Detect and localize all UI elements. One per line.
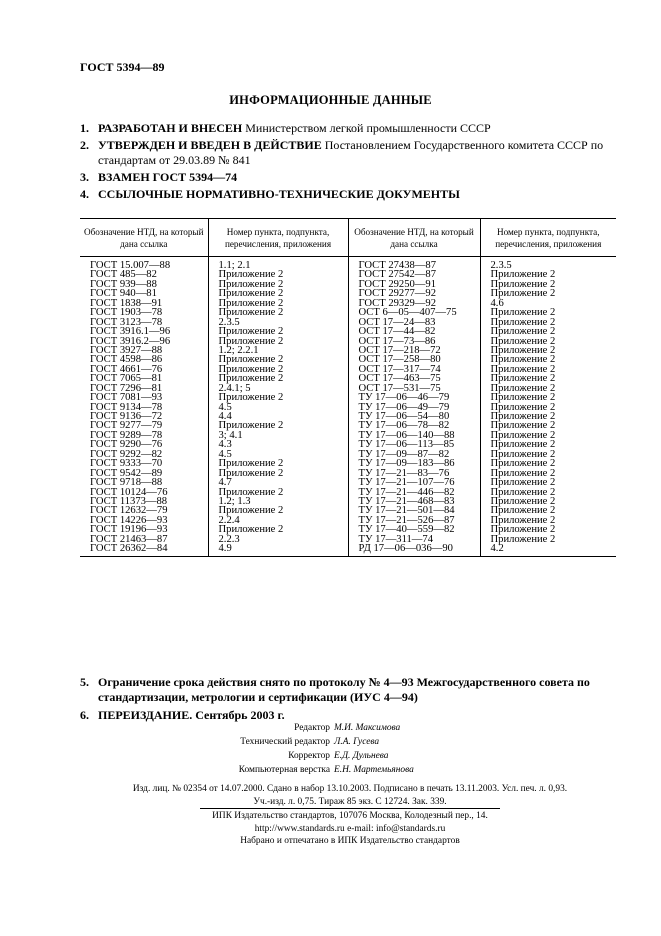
- left-docs-column: [80, 257, 208, 557]
- info-item-6: [80, 708, 616, 723]
- credit-role: Редактор: [294, 723, 330, 733]
- right-ref-cell: Приложение 2: [490, 420, 556, 432]
- left-ref-cell: Приложение 2: [218, 524, 284, 536]
- references-table: [80, 218, 616, 557]
- right-ref-cell: Приложение 2: [490, 401, 556, 413]
- left-doc-cell: ГОСТ 9136—72: [90, 411, 163, 422]
- publication-line: Изд. лиц. № 02354 от 14.07.2000. Сдано в набор 13.10.2003. Подписано в печать 13.11.2003. Усл. печ. л. 0,93.: [132, 784, 568, 794]
- left-doc-cell: ГОСТ 485—82: [90, 269, 157, 281]
- credit-role: Корректор: [288, 751, 330, 761]
- left-ref-cell: Приложение 2: [218, 420, 284, 432]
- left-ref-cell: 3; 4.1: [218, 429, 243, 441]
- left-ref-cell: 4.4: [218, 411, 232, 422]
- header-ref-right: Номер пункта, подпункта, перечисления, приложения: [480, 219, 616, 257]
- right-ref-cell: Приложение 2: [490, 514, 556, 526]
- left-ref-cell: Приложение 2: [218, 297, 284, 309]
- item-text: Постановлением Государственного комитета СССР по стандартам от 29.03.89 № 841: [98, 138, 604, 167]
- left-ref-cell: Приложение 2: [218, 278, 284, 290]
- right-ref-cell: Приложение 2: [490, 326, 556, 338]
- right-ref-cell: Приложение 2: [490, 505, 556, 517]
- left-doc-cell: ГОСТ 1903—78: [90, 307, 163, 319]
- item-number: 1.: [80, 121, 89, 135]
- right-doc-cell: ГОСТ 29250—91: [358, 278, 436, 290]
- header-ref-left: Номер пункта, подпункта, перечисления, приложения: [208, 219, 348, 257]
- left-ref-cell: 2.4.1; 5: [218, 382, 251, 394]
- right-ref-cell: Приложение 2: [490, 354, 556, 366]
- right-doc-cell: ОСТ 17—531—75: [358, 382, 441, 394]
- left-doc-cell: ГОСТ 9542—89: [90, 467, 163, 479]
- left-ref-cell: 1.1; 2.1: [218, 260, 251, 271]
- info-item-3: [80, 170, 616, 185]
- credit-name: Л.А. Гусева: [334, 737, 380, 747]
- item-bold-text: ССЫЛОЧНЫЕ НОРМАТИВНО-ТЕХНИЧЕСКИЕ ДОКУМЕНТЫ: [98, 187, 460, 201]
- left-ref-cell: 4.7: [218, 477, 232, 489]
- table-body-row: [80, 257, 616, 557]
- right-doc-cell: ТУ 17—21—501—84: [358, 505, 455, 517]
- left-doc-cell: ГОСТ 9718—88: [90, 477, 163, 489]
- left-ref-cell: 4.5: [218, 401, 232, 413]
- left-doc-cell: ГОСТ 3123—78: [90, 316, 163, 328]
- right-doc-cell: ТУ 17—06—140—88: [358, 429, 455, 441]
- info-item-1: [80, 121, 616, 136]
- right-doc-cell: ТУ 17—21—526—87: [358, 514, 455, 526]
- left-ref-cell: Приложение 2: [218, 307, 284, 319]
- left-doc-cell: ГОСТ 4598—86: [90, 354, 163, 366]
- left-doc-cell: ГОСТ 14226—93: [90, 514, 168, 526]
- item-number: 6.: [80, 708, 89, 722]
- left-doc-cell: ГОСТ 7065—81: [90, 373, 163, 385]
- divider: [200, 808, 500, 809]
- right-ref-cell: Приложение 2: [490, 278, 556, 290]
- left-ref-cell: Приложение 2: [218, 458, 284, 470]
- right-doc-cell: ТУ 17—40—559—82: [358, 524, 455, 536]
- left-ref-cell: 2.3.5: [218, 316, 240, 328]
- right-ref-cell: Приложение 2: [490, 524, 556, 536]
- info-item-5: [80, 675, 616, 705]
- right-ref-cell: Приложение 2: [490, 316, 556, 328]
- right-ref-cell: Приложение 2: [490, 382, 556, 394]
- right-ref-cell: Приложение 2: [490, 533, 556, 545]
- publication-info: [80, 783, 620, 809]
- item-bold-text: ВЗАМЕН ГОСТ 5394—74: [98, 170, 238, 184]
- right-doc-cell: ОСТ 17—218—72: [358, 344, 441, 356]
- left-ref-cell: Приложение 2: [218, 467, 284, 479]
- right-doc-cell: ОСТ 6—05—407—75: [358, 307, 457, 319]
- left-ref-cell: 2.2.3: [218, 533, 240, 545]
- right-doc-cell: ГОСТ 27438—87: [358, 260, 436, 271]
- left-doc-cell: ГОСТ 9290—76: [90, 439, 163, 451]
- right-doc-cell: ОСТ 17—24—83: [358, 316, 436, 328]
- right-ref-cell: Приложение 2: [490, 477, 556, 489]
- left-ref-cell: 4.9: [218, 543, 232, 555]
- right-ref-cell: 4.6: [490, 297, 504, 309]
- right-ref-cell: Приложение 2: [490, 429, 556, 441]
- left-doc-cell: ГОСТ 9134—78: [90, 401, 163, 413]
- right-ref-cell: Приложение 2: [490, 495, 556, 507]
- right-doc-cell: ТУ 17—06—54—80: [358, 411, 450, 422]
- right-doc-cell: ТУ 17—09—87—82: [358, 448, 450, 460]
- left-doc-cell: ГОСТ 939—88: [90, 278, 157, 290]
- left-doc-cell: ГОСТ 7081—93: [90, 392, 163, 404]
- left-doc-cell: ГОСТ 3916.1—96: [90, 326, 171, 338]
- item-number: 2.: [80, 138, 89, 152]
- right-ref-cell: 4.2: [490, 543, 504, 555]
- left-ref-cell: 2.2.4: [218, 514, 240, 526]
- header-doc-right: Обозначение НТД, на который дана ссылка: [348, 219, 480, 257]
- right-doc-cell: ТУ 17—06—49—79: [358, 401, 450, 413]
- credit-name: М.И. Максимова: [334, 723, 401, 733]
- item-bold-text: ПЕРЕИЗДАНИЕ. Сентябрь 2003 г.: [98, 708, 285, 722]
- right-ref-cell: Приложение 2: [490, 373, 556, 385]
- left-ref-cell: Приложение 2: [218, 505, 284, 517]
- left-ref-cell: Приложение 2: [218, 326, 284, 338]
- credit-role: Технический редактор: [240, 737, 330, 747]
- right-ref-cell: Приложение 2: [490, 269, 556, 281]
- credit-role: Компьютерная верстка: [238, 765, 330, 775]
- left-doc-cell: ГОСТ 940—81: [90, 288, 157, 300]
- right-doc-cell: ГОСТ 29329—92: [358, 297, 436, 309]
- header-doc-left: Обозначение НТД, на который дана ссылка: [80, 219, 208, 257]
- item-bold-text: РАЗРАБОТАН И ВНЕСЕН: [98, 121, 243, 135]
- section-title: ИНФОРМАЦИОННЫЕ ДАННЫЕ: [229, 93, 432, 107]
- credit-name: Е.Д. Дульнева: [334, 751, 389, 761]
- left-ref-cell: Приложение 2: [218, 335, 284, 347]
- left-doc-cell: ГОСТ 3916.2—96: [90, 335, 171, 347]
- publisher-line: Набрано и отпечатано в ИПК Издательство стандартов: [240, 836, 460, 846]
- right-doc-cell: ОСТ 17—258—80: [358, 354, 441, 366]
- standard-code: ГОСТ 5394—89: [80, 60, 165, 74]
- right-ref-cell: Приложение 2: [490, 344, 556, 356]
- right-ref-cell: Приложение 2: [490, 448, 556, 460]
- left-doc-cell: ГОСТ 4661—76: [90, 363, 163, 375]
- credit-name: Е.Н. Мартемьянова: [334, 765, 414, 775]
- right-ref-cell: Приложение 2: [490, 392, 556, 404]
- right-doc-cell: ОСТ 17—73—86: [358, 335, 436, 347]
- right-ref-cell: Приложение 2: [490, 363, 556, 375]
- left-doc-cell: ГОСТ 26362—84: [90, 543, 168, 555]
- item-number: 5.: [80, 675, 89, 689]
- right-doc-cell: ТУ 17—21—107—76: [358, 477, 455, 489]
- right-doc-cell: ГОСТ 29277—92: [358, 288, 436, 300]
- left-ref-cell: Приложение 2: [218, 354, 284, 366]
- item-number: 3.: [80, 170, 89, 184]
- table-header-row: [80, 219, 616, 257]
- item-bold-text: Ограничение срока действия снято по протоколу № 4—93 Межгосударственного совета по стандартизации, метрологии и сертификации (ИУС 4—94): [98, 675, 590, 704]
- publisher-line: ИПК Издательство стандартов, 107076 Москва, Колодезный пер., 14.: [212, 811, 488, 821]
- left-ref-cell: 1.2; 1.3: [218, 495, 251, 507]
- publisher-line: http://www.standards.ru e-mail: info@standards.ru: [254, 823, 446, 834]
- right-doc-cell: ОСТ 17—44—82: [358, 326, 436, 338]
- right-doc-cell: ТУ 17—06—113—85: [358, 439, 455, 451]
- left-ref-cell: 4.5: [218, 448, 232, 460]
- right-ref-cell: Приложение 2: [490, 486, 556, 498]
- right-doc-cell: ОСТ 17—317—74: [358, 363, 441, 375]
- right-doc-cell: ТУ 17—06—78—82: [358, 420, 450, 432]
- right-doc-cell: ГОСТ 27542—87: [358, 269, 436, 281]
- left-doc-cell: ГОСТ 9292—82: [90, 448, 163, 460]
- item-number: 4.: [80, 187, 89, 201]
- right-refs-column: [480, 257, 616, 557]
- info-item-2: [80, 138, 616, 168]
- right-ref-cell: Приложение 2: [490, 288, 556, 300]
- left-doc-cell: ГОСТ 21463—87: [90, 533, 168, 545]
- info-item-4: [80, 187, 616, 202]
- left-ref-cell: Приложение 2: [218, 373, 284, 385]
- left-doc-cell: ГОСТ 12632—79: [90, 505, 168, 517]
- left-ref-cell: Приложение 2: [218, 363, 284, 375]
- left-ref-cell: 1.2; 2.2.1: [218, 344, 259, 356]
- publication-line: Уч.-изд. л. 0,75. Тираж 85 экз. С 12724. Зак. 339.: [253, 797, 447, 807]
- left-doc-cell: ГОСТ 3927—88: [90, 344, 163, 356]
- right-ref-cell: Приложение 2: [490, 411, 556, 422]
- item-text: Министерством легкой промышленности СССР: [242, 121, 491, 135]
- left-doc-cell: ГОСТ 11373—88: [90, 495, 168, 507]
- left-doc-cell: ГОСТ 9289—78: [90, 429, 163, 441]
- left-doc-cell: ГОСТ 9333—70: [90, 458, 163, 470]
- left-doc-cell: ГОСТ 7296—81: [90, 382, 163, 394]
- left-refs-column: [208, 257, 348, 557]
- left-ref-cell: Приложение 2: [218, 486, 284, 498]
- right-ref-cell: Приложение 2: [490, 307, 556, 319]
- left-doc-cell: ГОСТ 15.007—88: [90, 260, 171, 271]
- left-ref-cell: Приложение 2: [218, 269, 284, 281]
- right-ref-cell: 2.3.5: [490, 260, 512, 271]
- right-doc-cell: ТУ 17—21—83—76: [358, 467, 450, 479]
- right-doc-cell: ТУ 17—06—46—79: [358, 392, 450, 404]
- right-doc-cell: ТУ 17—09—183—86: [358, 458, 455, 470]
- left-ref-cell: Приложение 2: [218, 288, 284, 300]
- right-doc-cell: РД 17—06—036—90: [358, 543, 453, 555]
- right-doc-cell: ОСТ 17—463—75: [358, 373, 441, 385]
- right-docs-column: [348, 257, 480, 557]
- left-doc-cell: ГОСТ 1838—91: [90, 297, 163, 309]
- right-ref-cell: Приложение 2: [490, 439, 556, 451]
- publisher-info: [80, 810, 620, 848]
- right-doc-cell: ТУ 17—21—446—82: [358, 486, 455, 498]
- right-doc-cell: ТУ 17—21—468—83: [358, 495, 455, 507]
- left-doc-cell: ГОСТ 10124—76: [90, 486, 168, 498]
- left-ref-cell: Приложение 2: [218, 392, 284, 404]
- right-ref-cell: Приложение 2: [490, 467, 556, 479]
- right-ref-cell: Приложение 2: [490, 458, 556, 470]
- right-doc-cell: ТУ 17—311—74: [358, 533, 433, 545]
- left-ref-cell: 4.3: [218, 439, 232, 451]
- item-bold-text: УТВЕРЖДЕН И ВВЕДЕН В ДЕЙСТВИЕ: [98, 138, 322, 152]
- left-doc-cell: ГОСТ 19196—93: [90, 524, 168, 536]
- right-ref-cell: Приложение 2: [490, 335, 556, 347]
- left-doc-cell: ГОСТ 9277—79: [90, 420, 163, 432]
